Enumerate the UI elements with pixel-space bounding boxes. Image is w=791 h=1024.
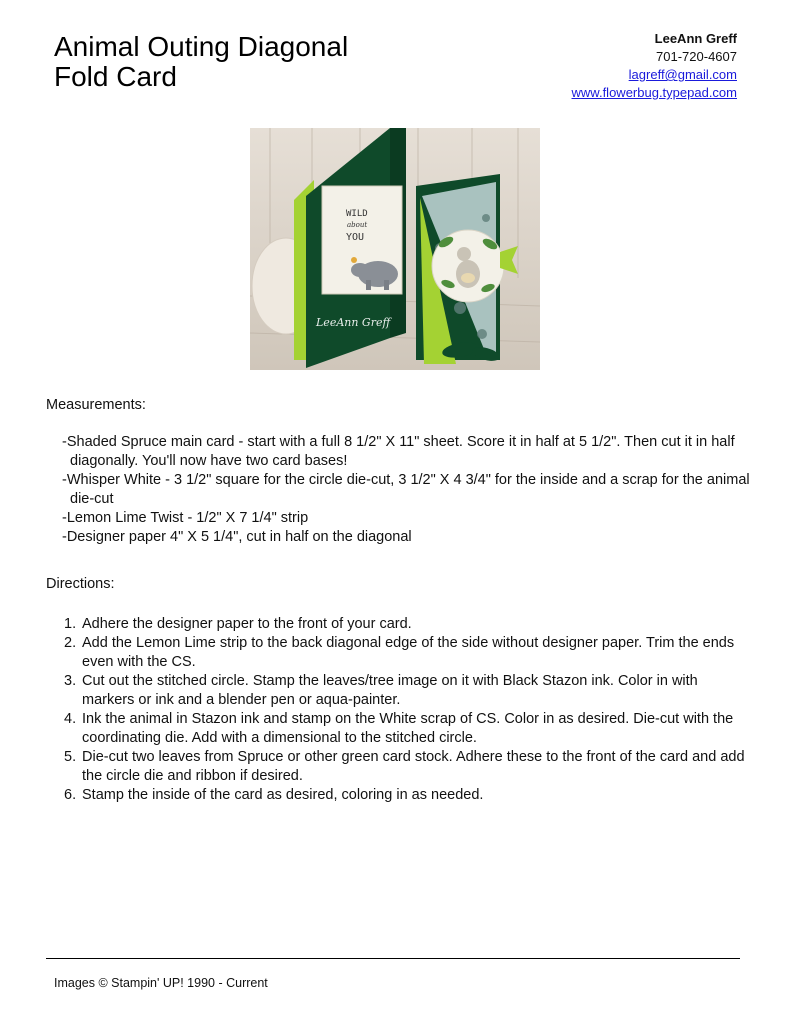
inside-text-line-3: YOU — [346, 232, 365, 243]
directions-list — [64, 615, 754, 805]
card-photo — [250, 128, 540, 370]
footer-divider — [46, 958, 740, 959]
measurements-list — [62, 433, 752, 547]
direction-number: 5. — [64, 749, 77, 765]
direction-number: 1. — [64, 616, 77, 632]
direction-number: 3. — [64, 673, 77, 689]
direction-text: Die-cut two leaves from Spruce or other green card stock. Adhere these to the front of the card and add the circle die and ribbon if desired. — [82, 749, 745, 784]
direction-number: 6. — [64, 787, 77, 803]
title-line-2: Fold Card — [54, 61, 177, 92]
author-name: LeeAnn Greff — [654, 31, 737, 46]
phone-number: 701-720-4607 — [656, 49, 737, 64]
card-photo-illustration — [250, 128, 540, 370]
direction-text: Ink the animal in Stazon ink and stamp on the White scrap of CS. Color in as desired. Die-cut with the coordinating die. Add with a dimensional to the stitched circle. — [82, 711, 734, 746]
website-link[interactable]: www.flowerbug.typepad.com — [571, 85, 737, 100]
photo-watermark: LeeAnn Greff — [316, 316, 391, 329]
measurement-item: -Shaded Spruce main card - start with a full 8 1/2" X 11" sheet. Score it in half at 5 1/2". Then cut it in half diagonally. You'll now have two card bases! — [62, 434, 735, 469]
measurement-item: -Lemon Lime Twist - 1/2" X 7 1/4" strip — [62, 510, 309, 526]
footer-copyright: Images © Stampin' UP! 1990 - Current — [54, 976, 268, 990]
direction-item — [64, 748, 754, 786]
direction-number: 4. — [64, 711, 77, 727]
inside-text-line-1: WILD — [346, 209, 368, 219]
direction-number: 2. — [64, 635, 77, 651]
direction-text: Add the Lemon Lime strip to the back diagonal edge of the side without designer paper. Trim the ends even with the CS. — [82, 635, 735, 670]
direction-item — [64, 634, 754, 672]
directions-label: Directions: — [46, 576, 115, 592]
title-line-1: Animal Outing Diagonal — [54, 31, 349, 62]
email-link[interactable]: lagreff@gmail.com — [628, 67, 737, 82]
page-title — [54, 32, 348, 92]
direction-item — [64, 672, 754, 710]
direction-text: Cut out the stitched circle. Stamp the leaves/tree image on it with Black Stazon ink. Color in with markers or ink and a blender pen or aqua-painter. — [82, 673, 698, 708]
measurement-item: -Designer paper 4" X 5 1/4", cut in half on the diagonal — [62, 529, 412, 545]
direction-item — [64, 615, 754, 634]
direction-text: Adhere the designer paper to the front of your card. — [82, 616, 412, 632]
measurements-label: Measurements: — [46, 397, 146, 413]
direction-text: Stamp the inside of the card as desired, coloring in as needed. — [82, 787, 484, 803]
contact-block — [572, 30, 737, 102]
direction-item — [64, 710, 754, 748]
direction-item — [64, 786, 754, 805]
inside-text-line-2: about — [347, 221, 368, 229]
measurement-item: -Whisper White - 3 1/2" square for the circle die-cut, 3 1/2" X 4 3/4" for the inside and a scrap for the animal die-cut — [62, 472, 750, 507]
